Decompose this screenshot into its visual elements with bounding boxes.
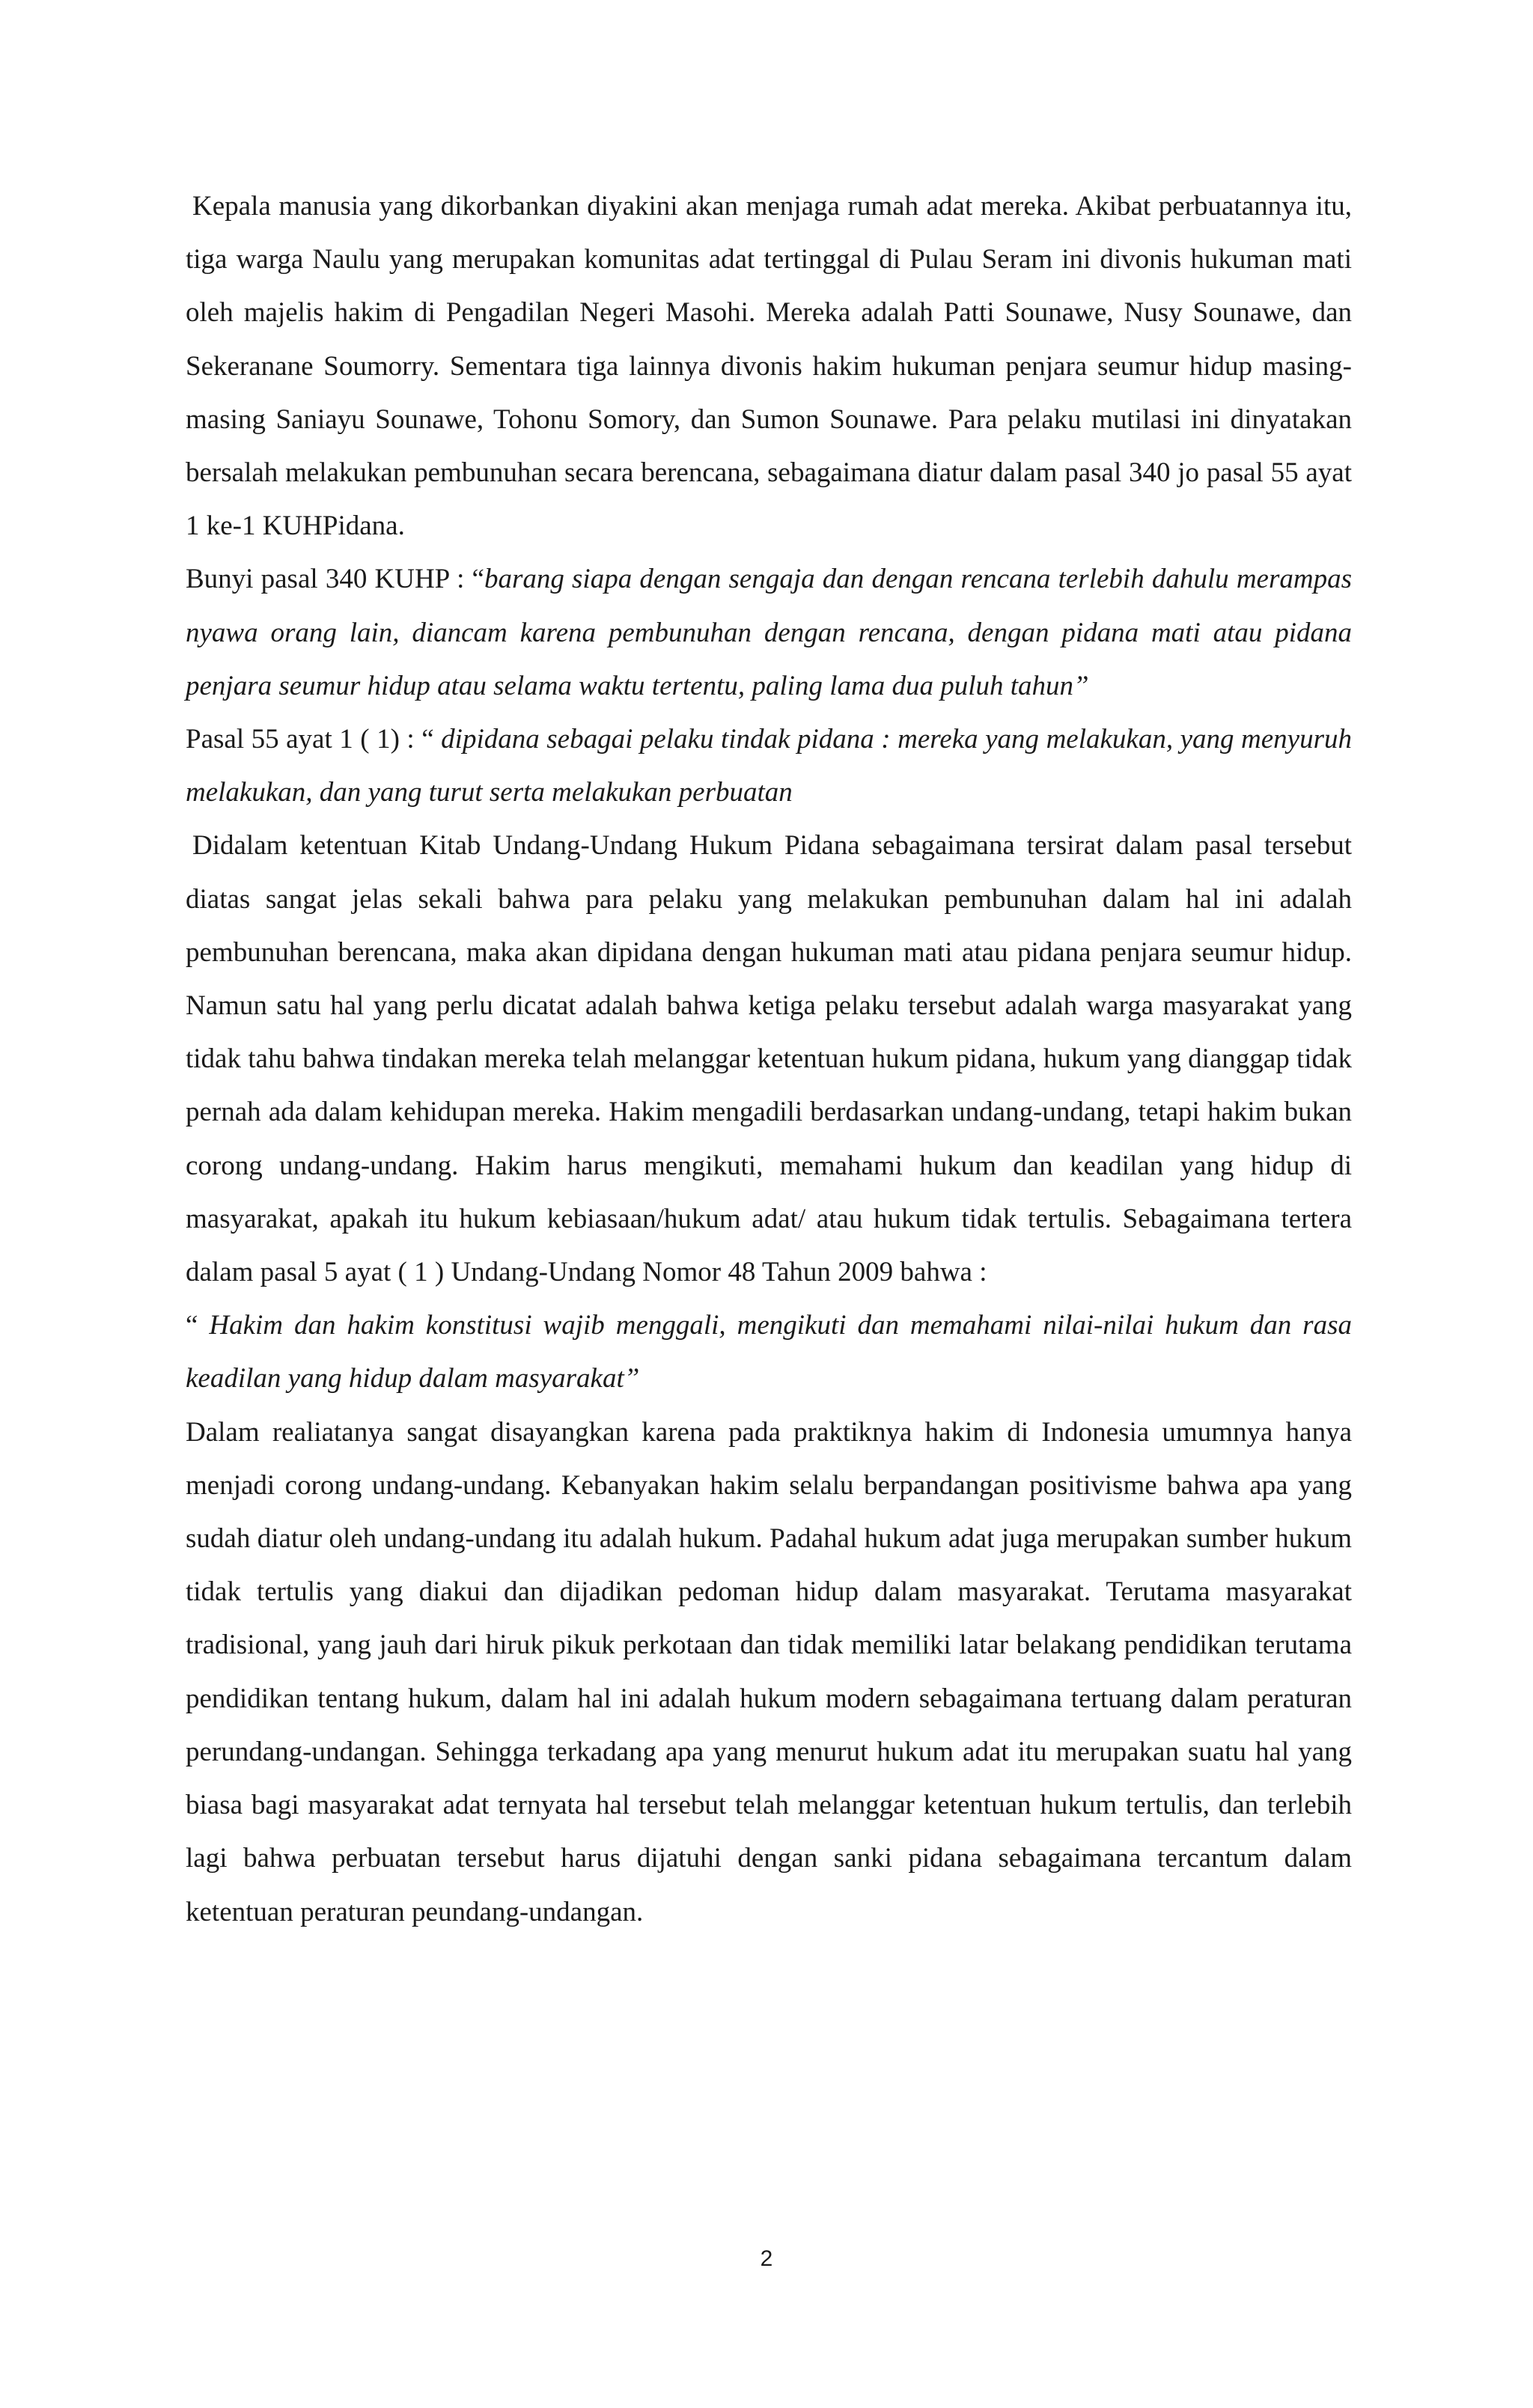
paragraph-uu-48-2009 xyxy=(186,1299,1352,1405)
page-number: 2 xyxy=(760,2246,773,2271)
paragraph-reality: Dalam realiatanya sangat disayangkan karena pada praktiknya hakim di Indonesia umumnya hanya menjadi corong undang-undang. Kebanyakan hakim selalu berpandangan positivisme bahwa apa yang sudah diatur oleh undang-undang itu adalah hukum. Padahal hukum adat juga merupakan sumber hukum tidak tertulis yang diakui dan dijadikan pedoman hidup dalam masyarakat. Terutama masyarakat tradisional, yang jauh dari hiruk pikuk perkotaan dan tidak memiliki latar belakang pendidikan terutama pendidikan tentang hukum, dalam hal ini adalah hukum modern sebagaimana tertuang dalam peraturan perundang-undangan. Sehingga terkadang apa yang menurut hukum adat itu merupakan suatu hal yang biasa bagi masyarakat adat ternyata hal tersebut telah melanggar ketentuan hukum tertulis, dan terlebih lagi bahwa perbuatan tersebut harus dijatuhi dengan sanki pidana sebagaimana tercantum dalam ketentuan peraturan peundang-undangan. xyxy=(186,1416,1352,1927)
paragraph-pasal-340 xyxy=(186,552,1352,713)
paragraph-analysis: Didalam ketentuan Kitab Undang-Undang Hukum Pidana sebagaimana tersirat dalam pasal tersebut diatas sangat jelas sekali bahwa para pelaku yang melakukan pembunuhan dalam hal ini adalah pembunuhan berencana, maka akan dipidana dengan hukuman mati atau pidana penjara seumur hidup. Namun satu hal yang perlu dicatat adalah bahwa ketiga pelaku tersebut adalah warga masyarakat yang tidak tahu bahwa tindakan mereka telah melanggar ketentuan hukum pidana, hukum yang dianggap tidak pernah ada dalam kehidupan mereka. Hakim mengadili berdasarkan undang-undang, tetapi hakim bukan corong undang-undang. Hakim harus mengikuti, memahami hukum dan keadilan yang hidup di masyarakat, apakah itu hukum kebiasaan/hukum adat/ atau hukum tidak tertulis. Sebagaimana tertera dalam pasal 5 ayat ( 1 ) Undang-Undang Nomor 48 Tahun 2009 bahwa : xyxy=(186,830,1352,1288)
pasal-340-lead: Bunyi pasal 340 KUHP : “ xyxy=(186,564,484,595)
uu-48-2009-quote: Hakim dan hakim konstitusi wajib menggali, mengikuti dan memahami nilai-nilai hukum dan rasa keadilan yang hidup dalam masyarakat” xyxy=(186,1310,1352,1394)
uu-quote-open: “ xyxy=(186,1310,210,1341)
paragraph-pasal-55 xyxy=(186,713,1352,819)
pasal-340-quote: barang siapa dengan sengaja dan dengan rencana terlebih dahulu merampas nyawa orang lain, diancam karena pembunuhan dengan rencana, dengan pidana mati atau pidana penjara seumur hidup atau selama waktu tertentu, paling lama dua puluh tahun” xyxy=(186,564,1352,701)
pasal-55-lead: Pasal 55 ayat 1 ( 1) : “ xyxy=(186,724,442,755)
paragraph-case-summary: Kepala manusia yang dikorbankan diyakini akan menjaga rumah adat mereka. Akibat perbuatannya itu, tiga warga Naulu yang merupakan komunitas adat tertinggal di Pulau Seram ini divonis hukuman mati oleh majelis hakim di Pengadilan Negeri Masohi. Mereka adalah Patti Sounawe, Nusy Sounawe, dan Sekeranane Soumorry. Sementara tiga lainnya divonis hakim hukuman penjara seumur hidup masing-masing Saniayu Sounawe, Tohonu Somory, dan Sumon Sounawe. Para pelaku mutilasi ini dinyatakan bersalah melakukan pembunuhan secara berencana, sebagaimana diatur dalam pasal 340 jo pasal 55 ayat 1 ke-1 KUHPidana. xyxy=(186,191,1352,542)
pasal-55-quote: dipidana sebagai pelaku tindak pidana : mereka yang melakukan, yang menyuruh melakukan, dan yang turut serta melakukan perbuatan xyxy=(186,724,1352,808)
document-body xyxy=(186,180,1352,1939)
